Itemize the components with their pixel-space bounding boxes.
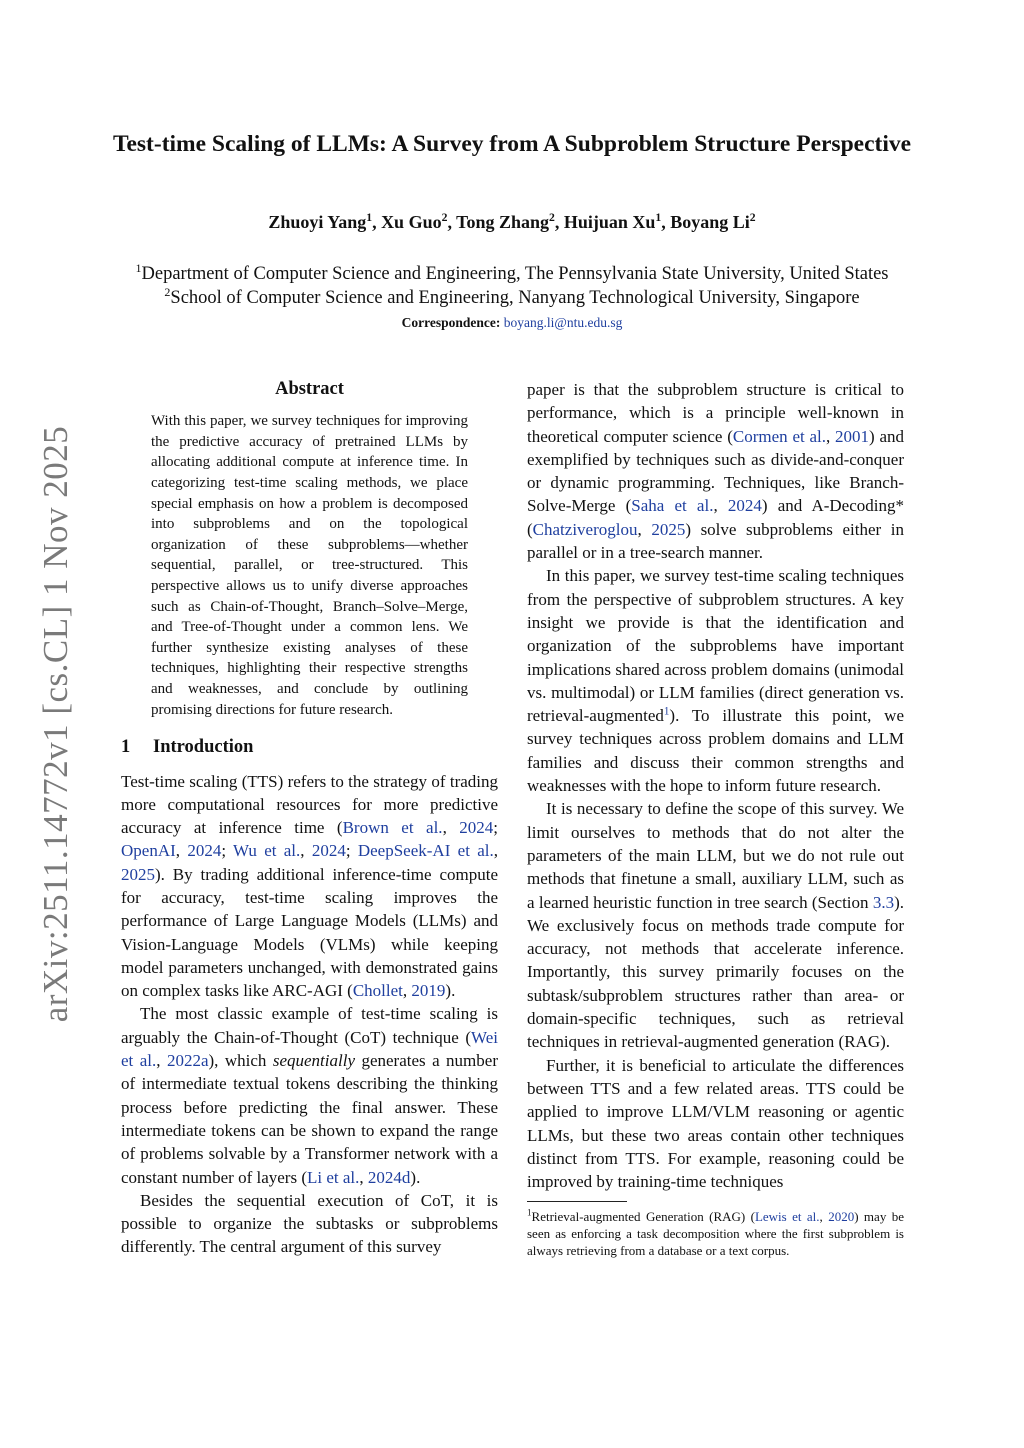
citation-link[interactable]: Wei et al. <box>121 1027 498 1071</box>
footnote-rule <box>527 1201 627 1202</box>
citation-link[interactable]: 2024 <box>459 818 494 838</box>
emphasis-text: sequentially <box>272 1051 355 1071</box>
citation-link[interactable]: Li et al. <box>307 1167 360 1187</box>
text-run: ) and exemplified by techniques such as divide-and-conquer or dynamic programming. Techniques, like Branch-Solve-Merge ( <box>527 426 904 516</box>
citation-link[interactable]: 2019 <box>411 981 446 1001</box>
author: Zhuoyi Yang$^1$ <box>268 211 373 232</box>
text-run: , <box>713 496 728 516</box>
text-run: , <box>402 981 412 1001</box>
text-run: , <box>826 426 836 446</box>
text-run: , <box>156 1051 167 1071</box>
text-run: ). By trading additional inference-time compute for accuracy, test-time scaling improves the performance of Large Language Models (LLMs) and Vision-Language Models (VLMs) while keeping model parameters unchanged, with demonstrated gains on complex tasks like ARC-AGI ( <box>121 864 498 1001</box>
paper-title: Test-time Scaling of LLMs: A Survey from A Subproblem Structure Perspective <box>112 131 912 157</box>
correspondence-label: Correspondence: <box>401 315 501 330</box>
text-run: , <box>175 841 188 861</box>
citation-link[interactable]: Chollet <box>352 981 403 1001</box>
text-run: Retrieval-augmented Generation (RAG) ( <box>531 1209 755 1225</box>
text-run: ). <box>445 981 456 1001</box>
left-column <box>121 378 498 1259</box>
text-run: ), which <box>208 1051 273 1071</box>
right-column <box>527 378 904 1259</box>
citation-link[interactable]: 2024d <box>367 1167 411 1187</box>
citation-link[interactable]: OpenAI <box>121 841 176 861</box>
text-run: , <box>442 818 460 838</box>
citation-link[interactable]: 2022a <box>166 1051 209 1071</box>
citation-link[interactable]: Brown et al. <box>342 818 443 838</box>
body-paragraph <box>527 564 904 797</box>
text-run: ; <box>345 841 358 861</box>
author: Huijuan Xu$^1$ <box>563 211 662 232</box>
abstract-text: With this paper, we survey techniques for improving the predictive accuracy of pretrained LLMs by allocating additional compute at inference time. In categorizing test-time scaling methods, we place special emphasis on how a problem is decomposed into subproblems and on the topological organization of these subproblems—whether sequential, parallel, or tree-structured. This perspective allows us to unify diverse approaches such as Chain-of-Thought, Branch–Solve–Merge, and Tree-of-Thought under a common lens. We further synthesize existing analyses of these techniques, highlighting their respective strengths and weaknesses, and conclude by outlining promising directions for future research. <box>151 413 468 718</box>
text-run: Test-time scaling (TTS) refers to the strategy of trading more computational resources for more predictive accuracy at inference time ( <box>121 771 498 838</box>
text-run: ). To illustrate this point, we survey techniques across problem domains and LLM families and discuss their common strengths and weaknesses with the hope to inform future research. <box>527 706 904 796</box>
text-run: Further, it is beneficial to articulate the differences between TTS and a few related areas. TTS could be applied to improve LLM/VLM reasoning or agentic LLMs, but these two areas contain other techniques distinct from TTS. For example, reasoning could be improved by training-time techniques <box>527 1055 904 1192</box>
citation-link[interactable]: Cormen et al. <box>732 426 826 446</box>
text-run: ) may be seen as enforcing a task decomposition where the first subproblem is always retrieving from a database or a text corpus. <box>527 1209 904 1259</box>
affiliations <box>60 262 964 310</box>
author: Xu Guo$^2$ <box>381 211 448 232</box>
left-body <box>121 770 498 1259</box>
correspondence <box>100 315 924 331</box>
arxiv-stamp: arXiv:2511.14772v1 [cs.CL] 1 Nov 2025 <box>36 425 75 1023</box>
text-run: It is necessary to define the scope of this survey. We limit ourselves to methods that do not alter the parameters of the main LLM, but we do not rule out methods that finetune a small, auxiliary LLM, such as a learned heuristic function in tree search (Section <box>527 799 904 912</box>
author: Boyang Li$^2$ <box>670 211 756 232</box>
text-run: ; <box>493 818 498 838</box>
correspondence-email-link[interactable]: boyang.li@ntu.edu.sg <box>503 315 623 330</box>
citation-link[interactable]: DeepSeek-AI et al. <box>357 841 494 861</box>
citation-link[interactable]: 2024 <box>727 496 762 516</box>
text-run: ). <box>410 1167 421 1187</box>
text-run: , <box>300 841 312 861</box>
author: Tong Zhang$^2$ <box>456 211 555 232</box>
body-paragraph <box>527 1054 904 1194</box>
text-run: , <box>637 519 652 539</box>
text-run: generates a number of intermediate textual tokens describing the thinking process before predicting the final answer. These intermediate tokens can be shown to expand the range of problems solvable by a Transformer network with a constant number of layers ( <box>121 1051 498 1187</box>
citation-link[interactable]: 2020 <box>828 1209 855 1225</box>
text-run: paper is that the subproblem structure is critical to performance, which is a principle well-known in theoretical computer science ( <box>527 380 904 446</box>
citation-link[interactable]: 2024 <box>311 841 346 861</box>
abstract-heading: Abstract <box>275 379 344 399</box>
citation-link[interactable]: 2025 <box>121 864 155 884</box>
citation-link[interactable]: 2025 <box>651 519 686 539</box>
body-paragraph <box>527 797 904 1053</box>
text-run: ). We exclusively focus on methods trade compute for accuracy, not methods that accelerate inference. Importantly, this survey primarily focuses on the subtask/subproblem structures rather than area- or domain-specific techniques, such as retrieval techniques in retrieval-augmented generation (RAG). <box>527 892 904 1052</box>
citation-link[interactable]: Wu et al. <box>233 841 301 861</box>
text-run: , <box>359 1167 368 1187</box>
footnote-mark: 1 <box>527 1208 532 1219</box>
text-run: Besides the sequential execution of CoT, it is possible to organize the subtasks or subproblems differently. The central argument of this survey <box>121 1190 498 1257</box>
text-run: ) and A-Decoding* ( <box>527 496 905 539</box>
footnote <box>527 1208 904 1259</box>
text-run: In this paper, we survey test-time scaling techniques from the perspective of subproblem structures. A key insight we provide is that the identification and organization of the subproblems have important implications shared across problem domains (unimodal vs. multimodal) or LLM families (direct generation vs. retrieval-augmented <box>527 566 904 726</box>
body-paragraph <box>527 378 904 564</box>
affiliation-1: $^1$Department of Computer Science and Engineering, The Pennsylvania State University, United States <box>135 260 889 284</box>
citation-link[interactable]: Lewis et al. <box>754 1209 820 1225</box>
body-paragraph <box>121 1002 498 1188</box>
citation-link[interactable]: 2001 <box>835 426 870 446</box>
footnote-ref-link[interactable]: 1 <box>663 705 670 718</box>
text-run: ; <box>221 841 234 861</box>
affiliation-2: $^2$School of Computer Science and Engineering, Nanyang Technological University, Singapore <box>164 284 860 308</box>
section-heading: 1 Introduction <box>121 737 254 758</box>
text-run: , <box>819 1209 829 1225</box>
citation-link[interactable]: Saha et al. <box>631 496 714 516</box>
body-paragraph <box>121 770 498 1003</box>
text-run: The most classic example of test-time scaling is arguably the Chain-of-Thought (CoT) technique ( <box>121 1004 498 1047</box>
body-paragraph <box>121 1189 498 1259</box>
citation-link[interactable]: Chatziveroglou <box>532 519 638 539</box>
text-run: ) solve subproblems either in parallel or in a tree-search manner. <box>527 519 905 563</box>
citation-link[interactable]: 2024 <box>187 841 222 861</box>
citation-link[interactable]: 3.3 <box>872 892 895 912</box>
author-list: Zhuoyi Yang$^1$, Xu Guo$^2$, Tong Zhang$^2$, Huijuan Xu$^1$, Boyang Li$^2$ <box>268 211 756 232</box>
text-run: , <box>493 841 498 861</box>
right-body <box>527 378 904 1193</box>
